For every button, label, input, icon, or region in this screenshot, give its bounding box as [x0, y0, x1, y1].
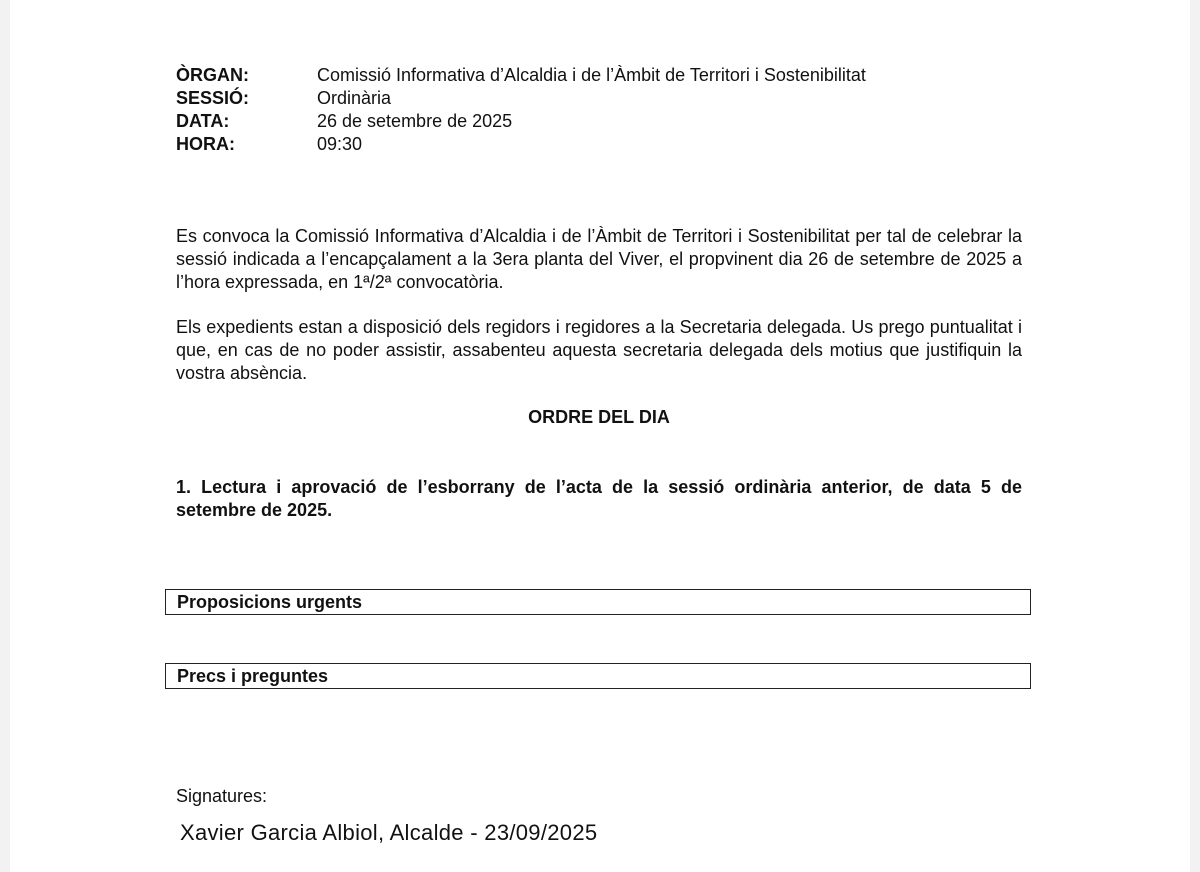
header-value: Comissió Informativa d’Alcaldia i de l’Àmbit de Territori i Sostenibilitat [317, 65, 866, 85]
document-page [10, 0, 1190, 872]
urgent-proposals-section: Proposicions urgents [165, 589, 1031, 615]
header-key: HORA: [176, 134, 235, 154]
agenda-item: 1. Lectura i aprovació de l’esborrany de l’acta de la sessió ordinària anterior, de data 5 de setembre de 2025. [176, 477, 1022, 520]
header-row-organ [176, 64, 866, 87]
convocation-paragraph: Es convoca la Comissió Informativa d’Alcaldia i de l’Àmbit de Territori i Sostenibilitat per tal de celebrar la sessió indicada a l’encapçalament a la 3era planta del Viver, el propvinent dia 26 de setembre de 2025 a l’hora expressada, en 1ª/2ª convocatòria. [176, 226, 1022, 292]
session-header [176, 64, 866, 156]
header-value: 26 de setembre de 2025 [317, 111, 513, 131]
header-key: ÒRGAN: [176, 65, 249, 85]
header-row-data [176, 110, 866, 133]
questions-section: Precs i preguntes [165, 663, 1031, 689]
header-key: DATA: [176, 111, 230, 131]
files-availability-paragraph: Els expedients estan a disposició dels regidors i regidores a la Secretaria delegada. Us prego puntualitat i que, en cas de no poder assistir, assabenteu aquesta secretaria delegada dels motius que justifiquin la vostra absència. [176, 317, 1022, 383]
header-key: SESSIÓ: [176, 88, 250, 108]
header-row-sessio [176, 87, 866, 110]
signatures-label: Signatures: [176, 786, 268, 806]
header-value: 09:30 [317, 134, 363, 154]
header-row-hora [176, 133, 866, 156]
header-value: Ordinària [317, 88, 392, 108]
agenda-title: ORDRE DEL DIA [528, 407, 670, 427]
signature-text: Xavier Garcia Albiol, Alcalde - 23/09/2025 [180, 820, 598, 845]
